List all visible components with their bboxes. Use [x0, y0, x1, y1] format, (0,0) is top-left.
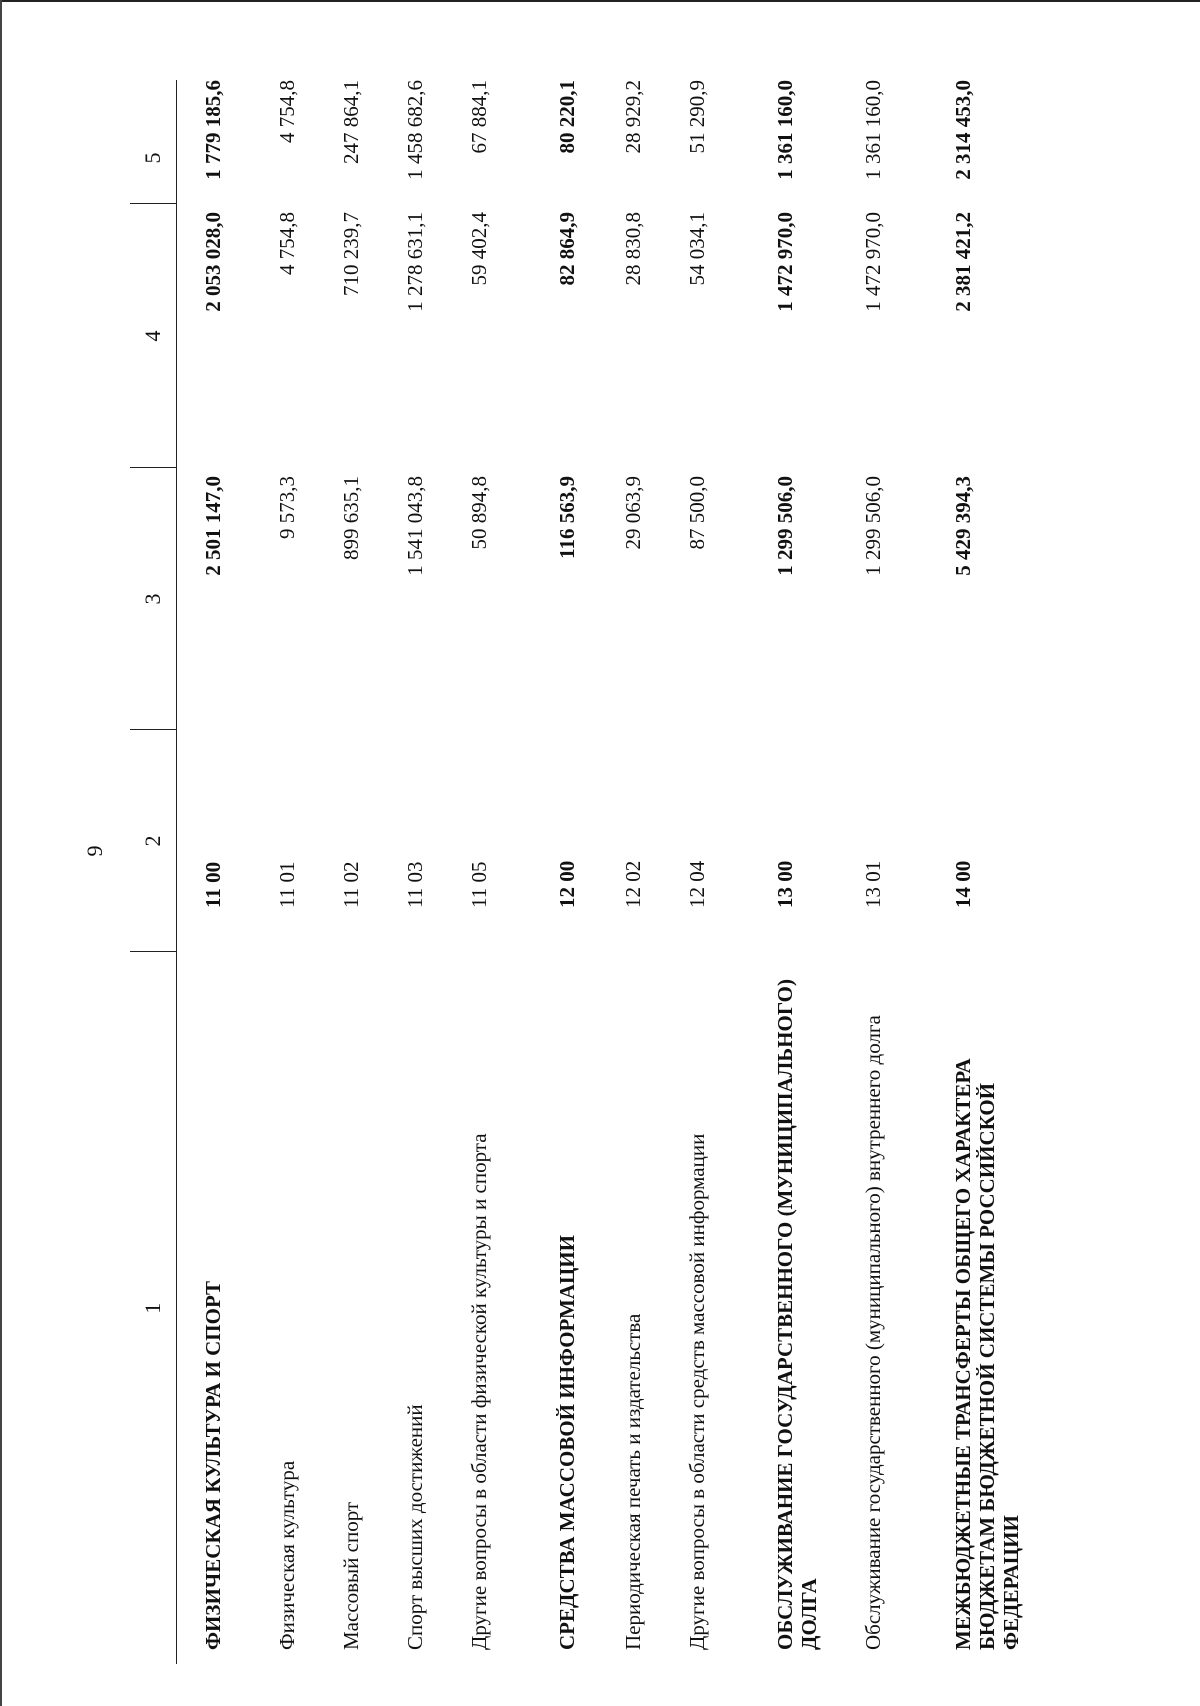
row-code: 14 00 — [951, 860, 975, 908]
table-row — [661, 80, 749, 1664]
row-value-5: 1 779 185,6 — [201, 80, 225, 180]
row-value-4: 1 278 631,1 — [403, 212, 427, 312]
row-value-5: 28 929,2 — [621, 80, 645, 154]
header-col-2: 2 — [130, 730, 177, 952]
row-value-3: 29 063,9 — [621, 476, 645, 550]
row-code: 11 00 — [201, 861, 225, 908]
row-value-4: 2 053 028,0 — [201, 212, 225, 312]
row-value-4: 2 381 421,2 — [951, 212, 975, 312]
row-value-5: 1 361 160,0 — [861, 80, 885, 180]
budget-table — [130, 80, 1041, 1664]
row-name: Массовый спорт — [339, 1501, 363, 1650]
page-number: 9 — [82, 845, 107, 857]
row-name: ФИЗИЧЕСКАЯ КУЛЬТУРА И СПОРТ — [201, 1280, 225, 1650]
header-col-3: 3 — [130, 468, 177, 730]
table-row — [531, 80, 597, 1664]
row-code: 11 02 — [339, 861, 363, 908]
row-value-4: 1 472 970,0 — [773, 212, 797, 312]
row-value-5: 4 754,8 — [275, 80, 299, 143]
row-value-3: 5 429 394,3 — [951, 476, 975, 576]
header-col-5: 5 — [130, 80, 177, 204]
header-col-4: 4 — [130, 204, 177, 468]
table-row — [837, 80, 927, 1664]
table-header-row — [130, 80, 177, 1664]
header-col-1: 1 — [130, 952, 177, 1664]
row-code: 12 00 — [555, 860, 579, 908]
scan-edge-left — [0, 0, 2, 1706]
row-value-4: 82 864,9 — [555, 212, 579, 286]
row-code: 11 03 — [403, 861, 427, 908]
row-value-4: 1 472 970,0 — [861, 212, 885, 312]
row-value-3: 1 299 506,0 — [773, 476, 797, 576]
row-value-5: 67 884,1 — [467, 80, 491, 154]
row-name: Периодическая печать и издательства — [621, 1313, 645, 1650]
row-value-4: 710 239,7 — [339, 212, 363, 296]
budget-table-container — [130, 80, 1070, 1664]
row-value-3: 1 541 043,8 — [403, 476, 427, 576]
row-value-3: 1 299 506,0 — [861, 476, 885, 576]
table-row — [315, 80, 379, 1664]
row-name: ОБСЛУЖИВАНИЕ ГОСУДАРСТВЕННОГО (МУНИЦИПАЛЬНОГО) ДОЛГА — [773, 979, 822, 1650]
row-code: 13 01 — [861, 860, 885, 908]
row-value-4: 28 830,8 — [621, 212, 645, 286]
row-name: Спорт высших достижений — [403, 1404, 427, 1650]
row-name: Другие вопросы в области физической культуры и спорта — [467, 1133, 491, 1650]
table-row — [927, 80, 1041, 1664]
table-row — [749, 80, 837, 1664]
row-value-3: 116 563,9 — [555, 476, 579, 559]
table-row — [379, 80, 443, 1664]
row-value-3: 87 500,0 — [685, 476, 709, 550]
row-name: МЕЖБЮДЖЕТНЫЕ ТРАНСФЕРТЫ ОБЩЕГО ХАРАКТЕРА БЮДЖЕТАМ БЮДЖЕТНОЙ СИСТЕМЫ РОССИЙСКОЙ ФЕДЕРАЦИИ — [951, 1058, 1024, 1650]
row-value-5: 51 290,9 — [685, 80, 709, 154]
budget-table-rotated — [130, 80, 1070, 1664]
table-row — [251, 80, 315, 1664]
row-value-4: 54 034,1 — [685, 212, 709, 286]
table-row — [177, 80, 252, 1664]
row-value-4: 4 754,8 — [275, 212, 299, 275]
row-name: Обслуживание государственного (муниципального) внутреннего долга — [861, 1015, 885, 1650]
table-row — [443, 80, 531, 1664]
row-name: Другие вопросы в области средств массовой информации — [685, 1133, 709, 1650]
row-value-3: 899 635,1 — [339, 476, 363, 560]
row-value-3: 9 573,3 — [275, 476, 299, 539]
row-value-5: 1 458 682,6 — [403, 80, 427, 180]
row-value-4: 59 402,4 — [467, 212, 491, 286]
row-value-3: 50 894,8 — [467, 476, 491, 550]
row-value-5: 247 864,1 — [339, 80, 363, 164]
row-code: 12 04 — [685, 860, 709, 908]
row-name: СРЕДСТВА МАССОВОЙ ИНФОРМАЦИИ — [555, 1235, 579, 1650]
row-value-3: 2 501 147,0 — [201, 476, 225, 576]
table-row — [597, 80, 661, 1664]
row-value-5: 2 314 453,0 — [951, 80, 975, 180]
row-value-5: 80 220,1 — [555, 80, 579, 154]
row-code: 12 02 — [621, 860, 645, 908]
row-value-5: 1 361 160,0 — [773, 80, 797, 180]
scan-edge-top — [0, 0, 1200, 2]
row-code: 13 00 — [773, 860, 797, 908]
row-code: 11 01 — [275, 861, 299, 908]
row-code: 11 05 — [467, 861, 491, 908]
row-name: Физическая культура — [275, 1460, 299, 1650]
